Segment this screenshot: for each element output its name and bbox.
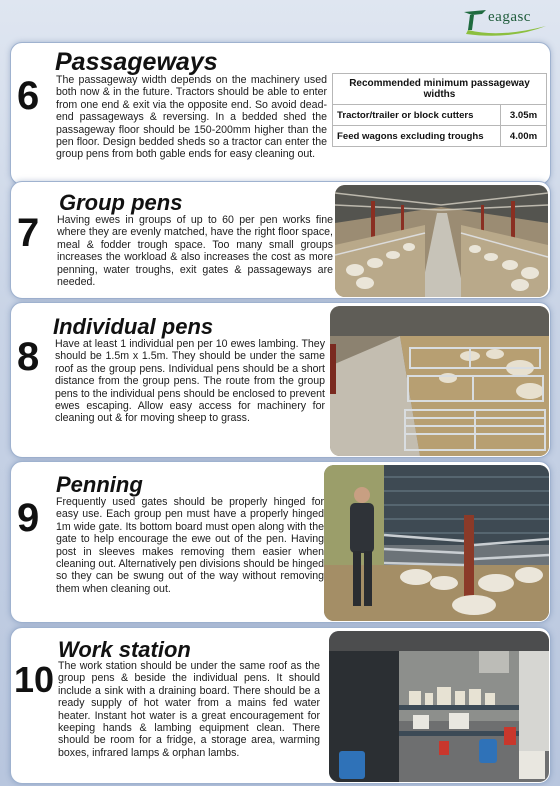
logo-text: eagasc <box>488 9 531 25</box>
section-body: Having ewes in groups of up to 60 per pen works fine where they are evenly matched, have the right floor space, meal & fodder trough space. Too many small groups increases the workload & also increases the cost as more penning, water troughs, exit gates & passageways are needed. <box>57 214 333 289</box>
section-penning <box>10 461 551 623</box>
section-body: Frequently used gates should be properly hinged for easy use. Each group pen must have a properly hinged 1m wide gate. Its bottom board must open along with the gate to help encourage the ewe out of the pen. Having post in sleeves makes removing them easier when cleaning out. Alternatively pen divisions should be hinged so they can be swung out of the way without removing them when cleaning out. <box>56 496 324 595</box>
table-header: Recommended minimum passageway widths <box>333 74 547 105</box>
group-pens-shed-photo <box>335 185 548 297</box>
section-passageways <box>10 42 551 185</box>
section-title: Passageways <box>55 48 218 76</box>
table-row-value: 3.05m <box>501 105 547 126</box>
section-body: The work station should be under the same roof as the group pens & beside the individual pens. It should include a sink with a draining board. There should be a ready supply of hot water from a mains fed water heater. Instant hot water is a great encouragement for keeping hands & lambing equipment clean. There should be room for a fridge, a storage area, warming boxes, infrared lamps & orphan lambs. <box>58 660 320 759</box>
table-row-label: Tractor/trailer or block cutters <box>333 105 501 126</box>
table-header-row <box>333 74 547 105</box>
section-number: 8 <box>17 335 40 379</box>
section-title: Work station <box>58 637 191 662</box>
table-row-label: Feed wagons excluding troughs <box>333 126 501 147</box>
section-body: Have at least 1 individual pen per 10 ewes lambing. They should be 1.5m x 1.5m. They should be under the same roof as the group pens. Individual pens should be a short distance from the group pens. The route from the group pens to the individual pens should be enclosed to prevent ewes escaping. Allow easy access for machinery for cleaning out & for moving sheep to grass. <box>55 338 325 425</box>
table-row <box>333 126 547 147</box>
section-number: 9 <box>17 496 40 540</box>
passageway-width-table <box>332 73 547 147</box>
individual-pens-photo <box>330 306 549 456</box>
section-number: 7 <box>17 211 40 255</box>
section-title: Group pens <box>59 190 183 215</box>
table-row-value: 4.00m <box>501 126 547 147</box>
penning-photo <box>324 465 549 621</box>
section-number: 6 <box>17 74 40 118</box>
section-group-pens <box>10 181 551 299</box>
section-number: 10 <box>14 659 55 700</box>
table-row <box>333 105 547 126</box>
section-title: Penning <box>56 472 143 497</box>
section-individual-pens <box>10 302 551 458</box>
section-title: Individual pens <box>53 314 214 339</box>
section-work-station <box>10 627 551 784</box>
section-body: The passageway width depends on the machinery used both now & in the future. Tractors should be able to enter from one end & exit via the opposite end. So avoid dead-end passageways & reversing. In a bedded shed the passageway floor should be 150-200mm higher than the pen floor. Design bedded sheds so a tractor can enter the group pens from both gable ends for easy cleaning out. <box>56 74 327 161</box>
work-station-photo <box>329 631 549 782</box>
teagasc-logo <box>460 4 550 40</box>
